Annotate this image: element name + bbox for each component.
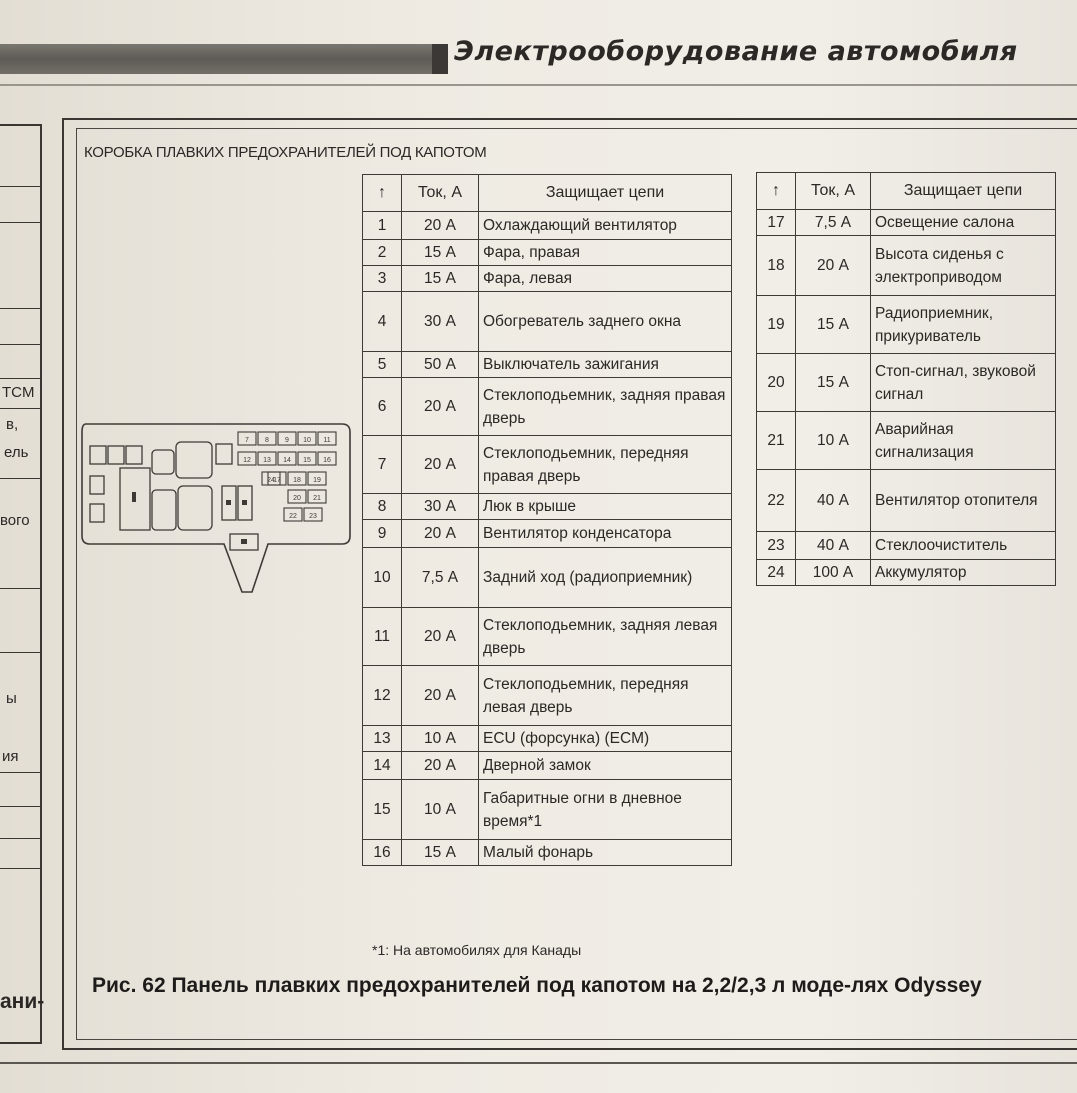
fuse-slot xyxy=(108,446,124,464)
fuse-number: 22 xyxy=(757,470,796,532)
left-fragment-iya: ия xyxy=(2,748,19,765)
fuse-number: 24 xyxy=(757,560,796,586)
mini-fuse-label: 10 xyxy=(303,437,311,444)
fuse-box-title: КОРОБКА ПЛАВКИХ ПРЕДОХРАНИТЕЛЕЙ ПОД КАПОТОМ xyxy=(84,144,487,161)
table-row xyxy=(757,210,1056,236)
header-decor-bar-tip xyxy=(432,44,448,74)
fuse-number: 8 xyxy=(363,494,402,520)
header-title: Электрооборудование автомобиля xyxy=(454,36,1018,67)
header-num: ↑ xyxy=(363,175,402,212)
mini-fuse-label: 24 xyxy=(267,477,275,484)
figure-caption: Рис. 62 Панель плавких предохранителей под капотом на 2,2/2,3 л моде-лях Odyssey xyxy=(92,974,982,997)
table-row xyxy=(363,752,732,780)
fuse-current: 20 А xyxy=(402,752,479,780)
fuse-circuit: Охлаждающий вентилятор xyxy=(479,212,732,240)
fuse-current: 20 А xyxy=(402,608,479,666)
fuse-current: 20 А xyxy=(402,666,479,726)
fuse-number: 6 xyxy=(363,378,402,436)
fuse-number: 1 xyxy=(363,212,402,240)
left-rule xyxy=(0,868,40,869)
left-rule xyxy=(0,186,40,187)
mini-fuse-label: 9 xyxy=(285,437,289,444)
mini-fuse-label: 14 xyxy=(283,457,291,464)
fuse-circuit: ECU (форсунка) (ECM) xyxy=(479,726,732,752)
table-row xyxy=(757,296,1056,354)
fuse-slot xyxy=(90,476,104,494)
table-header-row xyxy=(363,175,732,212)
fuse-circuit: Аварийная сигнализация xyxy=(871,412,1056,470)
fuse-current: 30 А xyxy=(402,494,479,520)
fuse-number: 2 xyxy=(363,240,402,266)
table-row xyxy=(757,470,1056,532)
fuse-circuit: Люк в крыше xyxy=(479,494,732,520)
header-current: Ток, А xyxy=(402,175,479,212)
fuse-number: 18 xyxy=(757,236,796,296)
fuse-number: 13 xyxy=(363,726,402,752)
fuse-current: 7,5 А xyxy=(796,210,871,236)
mini-fuse-label: 15 xyxy=(303,457,311,464)
table-row xyxy=(363,840,732,866)
mini-fuse-label: 20 xyxy=(293,495,301,502)
fuse-current: 15 А xyxy=(402,240,479,266)
table-row xyxy=(363,212,732,240)
fuse-number: 11 xyxy=(363,608,402,666)
fuse-number: 23 xyxy=(757,532,796,560)
fuse-circuit: Вентилятор отопителя xyxy=(871,470,1056,532)
fuse-contact xyxy=(226,500,231,505)
fuse-circuit: Фара, левая xyxy=(479,266,732,292)
table-header-row xyxy=(757,173,1056,210)
mini-fuse-label: 21 xyxy=(313,495,321,502)
fuse-circuit: Высота сиденья с электроприводом xyxy=(871,236,1056,296)
fuse-number: 7 xyxy=(363,436,402,494)
left-rule xyxy=(0,652,40,653)
header-rule xyxy=(0,84,1077,86)
header-current: Ток, А xyxy=(796,173,871,210)
header-circuits: Защищает цепи xyxy=(871,173,1056,210)
fuse-current: 100 А xyxy=(796,560,871,586)
fuse-circuit: Задний ход (радиоприемник) xyxy=(479,548,732,608)
fuse-circuit: Обогреватель заднего окна xyxy=(479,292,732,352)
fuse-circuit: Стеклоподьемник, задняя правая дверь xyxy=(479,378,732,436)
left-fragment-y: ы xyxy=(6,690,17,707)
fuse-slot xyxy=(90,446,106,464)
left-rule xyxy=(0,408,40,409)
relay xyxy=(176,442,212,478)
table-row xyxy=(363,240,732,266)
mini-fuse-group xyxy=(238,432,336,521)
fuse-circuit: Аккумулятор xyxy=(871,560,1056,586)
fuse-circuit: Стеклоподьемник, передняя правая дверь xyxy=(479,436,732,494)
fuse-number: 20 xyxy=(757,354,796,412)
left-fragment-b: в, xyxy=(6,416,19,433)
fuse-contact xyxy=(242,500,247,505)
fuse-circuit: Освещение салона xyxy=(871,210,1056,236)
fuse-number: 10 xyxy=(363,548,402,608)
fuse-current: 15 А xyxy=(402,840,479,866)
left-fragment-ani: ани- xyxy=(0,990,45,1013)
table-row xyxy=(363,780,732,840)
relay-contact xyxy=(132,492,136,502)
left-rule xyxy=(0,378,40,379)
fuse-circuit: Стеклоподьемник, задняя левая дверь xyxy=(479,608,732,666)
fuse-number: 4 xyxy=(363,292,402,352)
fuse-circuit: Фара, правая xyxy=(479,240,732,266)
table-row xyxy=(757,532,1056,560)
left-rule xyxy=(0,344,40,345)
fuse-current: 7,5 А xyxy=(402,548,479,608)
mini-fuse-label: 12 xyxy=(243,457,251,464)
mini-fuse-label: 13 xyxy=(263,457,271,464)
left-rule xyxy=(0,588,40,589)
table-row xyxy=(363,608,732,666)
fuse-number: 21 xyxy=(757,412,796,470)
fuse-current: 20 А xyxy=(402,436,479,494)
fuse-circuit: Габаритные огни в дневное время*1 xyxy=(479,780,732,840)
table-row xyxy=(363,352,732,378)
header-decor-bar xyxy=(0,44,440,74)
fuse-number: 19 xyxy=(757,296,796,354)
relay xyxy=(178,486,212,530)
fuse-circuit: Вентилятор конденсатора xyxy=(479,520,732,548)
left-fragment-el: ель xyxy=(4,444,29,461)
fuse-number: 15 xyxy=(363,780,402,840)
fuse-current: 10 А xyxy=(402,726,479,752)
fuse-slot xyxy=(90,504,104,522)
table-row xyxy=(757,354,1056,412)
table-row xyxy=(363,436,732,494)
fuse-current: 15 А xyxy=(796,354,871,412)
table-row xyxy=(363,494,732,520)
table-row xyxy=(363,666,732,726)
fuse-circuit: Дверной замок xyxy=(479,752,732,780)
fuse-slot xyxy=(126,446,142,464)
mini-fuse-label: 19 xyxy=(313,477,321,484)
fuse-number: 5 xyxy=(363,352,402,378)
fuse-current: 20 А xyxy=(402,212,479,240)
fuse-number: 14 xyxy=(363,752,402,780)
mini-fuse-label: 17 xyxy=(273,477,281,484)
mini-fuse-label: 22 xyxy=(289,513,297,520)
mini-fuse-label: 8 xyxy=(265,437,269,444)
bottom-rule xyxy=(0,1062,1077,1064)
footnote: *1: На автомобилях для Канады xyxy=(372,942,582,958)
table-row xyxy=(363,548,732,608)
fuse-current: 50 А xyxy=(402,352,479,378)
fuse-table-right xyxy=(756,172,1056,586)
fuse-current: 15 А xyxy=(796,296,871,354)
fuse-current: 40 А xyxy=(796,470,871,532)
left-rule xyxy=(0,772,40,773)
table-row xyxy=(363,726,732,752)
fuse-table-left xyxy=(362,174,732,866)
fuse-circuit: Малый фонарь xyxy=(479,840,732,866)
fuse-number: 17 xyxy=(757,210,796,236)
relay xyxy=(152,490,176,530)
header-circuits: Защищает цепи xyxy=(479,175,732,212)
fuse-current: 20 А xyxy=(402,520,479,548)
header-num: ↑ xyxy=(757,173,796,210)
fuse-circuit: Стоп-сигнал, звуковой сигнал xyxy=(871,354,1056,412)
fuse-current: 15 А xyxy=(402,266,479,292)
fuse-current: 20 А xyxy=(796,236,871,296)
left-rule xyxy=(0,838,40,839)
table-row xyxy=(363,520,732,548)
mini-fuse-label: 23 xyxy=(309,513,317,520)
table-row xyxy=(757,412,1056,470)
left-column-frame xyxy=(0,124,45,1044)
fuse-number: 16 xyxy=(363,840,402,866)
fuse-current: 30 А xyxy=(402,292,479,352)
mini-fuse-label: 16 xyxy=(323,457,331,464)
fuse-circuit: Стеклоочиститель xyxy=(871,532,1056,560)
left-rule xyxy=(0,478,40,479)
mini-fuse-label: 18 xyxy=(293,477,301,484)
table-row xyxy=(363,266,732,292)
left-rule xyxy=(0,308,40,309)
fuse-number: 3 xyxy=(363,266,402,292)
fuse-contact xyxy=(241,539,247,544)
fuse-slot xyxy=(216,444,232,464)
fuse-circuit: Выключатель зажигания xyxy=(479,352,732,378)
fuse-current: 20 А xyxy=(402,378,479,436)
table-row xyxy=(757,236,1056,296)
fuse-box-diagram xyxy=(78,420,354,596)
fuse-current: 40 А xyxy=(796,532,871,560)
table-row xyxy=(363,378,732,436)
left-rule xyxy=(0,806,40,807)
left-fragment-tcm: TCM xyxy=(2,384,35,401)
relay xyxy=(152,450,174,474)
fuse-circuit: Стеклоподьемник, передняя левая дверь xyxy=(479,666,732,726)
fuse-current: 10 А xyxy=(796,412,871,470)
fuse-number: 12 xyxy=(363,666,402,726)
fuse-current: 10 А xyxy=(402,780,479,840)
mini-fuse-label: 7 xyxy=(245,437,249,444)
left-rule xyxy=(0,222,40,223)
table-row xyxy=(363,292,732,352)
fuse-circuit: Радиоприемник, прикуриватель xyxy=(871,296,1056,354)
table-row xyxy=(757,560,1056,586)
mini-fuse-label: 11 xyxy=(323,437,331,444)
fuse-number: 9 xyxy=(363,520,402,548)
left-fragment-vogo: вого xyxy=(0,512,30,529)
